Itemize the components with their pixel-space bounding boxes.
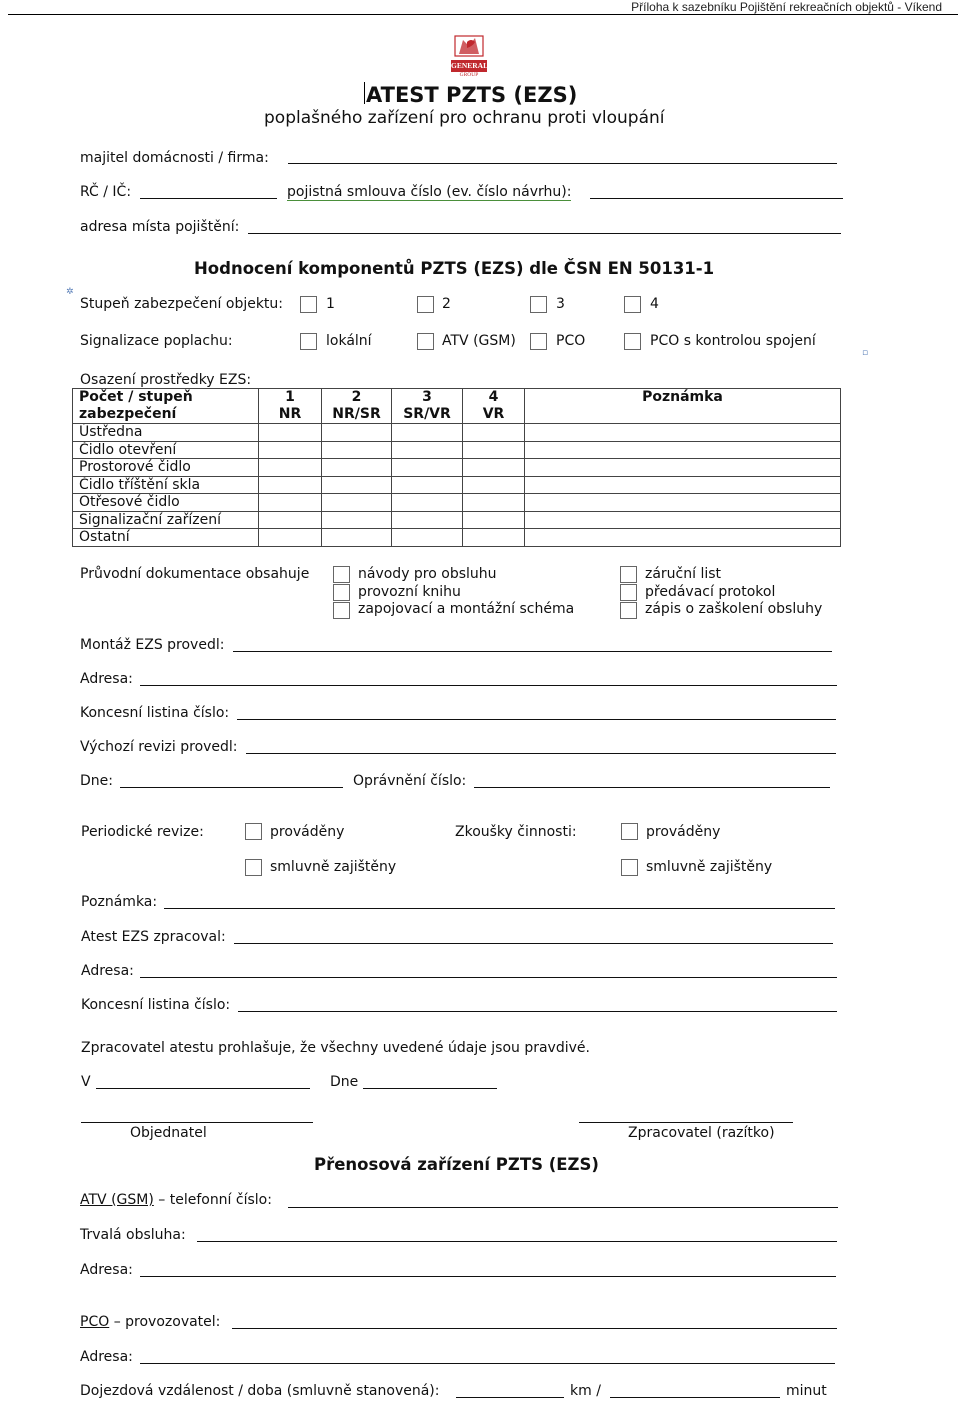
processed-by-label: Atest EZS zpracoval:: [81, 929, 226, 945]
note-field[interactable]: [164, 908, 835, 909]
table-row: [73, 441, 841, 459]
alarm-atv-checkbox[interactable]: [417, 333, 434, 350]
table-cell[interactable]: [392, 529, 463, 547]
sign-date-field[interactable]: [363, 1088, 497, 1089]
revision-field[interactable]: [246, 753, 836, 754]
install-by-label: Montáž EZS provedl:: [80, 637, 225, 653]
row-label: Signalizační zařízení: [73, 511, 259, 529]
table-cell[interactable]: [259, 459, 322, 477]
header-note: Poznámka: [525, 389, 841, 424]
table-cell[interactable]: [463, 424, 525, 442]
alarm-pco-control-label: PCO s kontrolou spojení: [650, 333, 816, 349]
security-level-2-label: 2: [442, 296, 451, 312]
table-cell[interactable]: [463, 494, 525, 512]
install-address-label: Adresa:: [80, 671, 133, 687]
table-cell[interactable]: [525, 494, 841, 512]
table-cell[interactable]: [259, 511, 322, 529]
table-cell[interactable]: [259, 529, 322, 547]
security-level-4-label: 4: [650, 296, 659, 312]
header-count-level: Počet / stupeň zabezpečení: [73, 389, 259, 424]
table-cell[interactable]: [322, 441, 392, 459]
declaration-text: Zpracovatel atestu prohlašuje, že všechny uvedené údaje jsou pravdivé.: [81, 1040, 590, 1056]
policy-label-text: pojistná smlouva číslo (ev. číslo návrhu):: [287, 184, 572, 200]
table-cell[interactable]: [463, 511, 525, 529]
table-row: [73, 424, 841, 442]
header-level-1: 1 NR: [259, 389, 322, 424]
periodic-contract-label: smluvně zajištěny: [270, 859, 397, 875]
service-label: Trvalá obsluha:: [80, 1227, 186, 1243]
processor-signature-label: Zpracovatel (razítko): [628, 1125, 775, 1141]
policy-label: [287, 184, 571, 200]
components-table: [72, 388, 841, 547]
atv-label: [80, 1192, 272, 1208]
install-by-field[interactable]: [233, 651, 832, 652]
header-level-3: 3 SR/VR: [392, 389, 463, 424]
security-level-3-label: 3: [556, 296, 565, 312]
minutes-label: minut: [786, 1383, 827, 1399]
page-subtitle: poplašného zařízení pro ochranu proti vloupání: [264, 108, 665, 128]
table-cell[interactable]: [525, 441, 841, 459]
header-rule: [8, 14, 958, 15]
docs-wiring-checkbox[interactable]: [333, 602, 350, 619]
row-label: Čidlo tříštění skla: [73, 476, 259, 494]
docs-logbook-label: provozní knihu: [358, 584, 461, 600]
table-cell[interactable]: [322, 459, 392, 477]
pco-label: [80, 1314, 220, 1330]
table-cell[interactable]: [525, 476, 841, 494]
rc-label: RČ / IČ:: [80, 184, 132, 200]
pco-operator-field[interactable]: [232, 1328, 837, 1329]
docs-manuals-label: návody pro obsluhu: [358, 566, 497, 582]
auth-field[interactable]: [474, 787, 830, 788]
atv-abbr: ATV (GSM): [80, 1192, 154, 1208]
install-license-label: Koncesní listina číslo:: [80, 705, 230, 721]
table-cell[interactable]: [322, 494, 392, 512]
logo-text: GENERALI: [451, 61, 492, 70]
note-label: Poznámka:: [81, 894, 158, 910]
table-cell[interactable]: [392, 476, 463, 494]
table-cell[interactable]: [259, 441, 322, 459]
alarm-pco-checkbox[interactable]: [530, 333, 547, 350]
table-cell[interactable]: [463, 441, 525, 459]
table-cell[interactable]: [259, 424, 322, 442]
alarm-signal-label: Signalizace poplachu:: [80, 333, 233, 349]
docs-training-label: zápis o zaškolení obsluhy: [645, 601, 823, 617]
table-cell[interactable]: [259, 494, 322, 512]
row-label: Otřesové čidlo: [73, 494, 259, 512]
table-cell[interactable]: [259, 476, 322, 494]
tests-contract-checkbox[interactable]: [621, 859, 638, 876]
marker-icon: ▫: [862, 348, 869, 358]
tests-done-checkbox[interactable]: [621, 823, 638, 840]
table-cell[interactable]: [322, 424, 392, 442]
processor-signature-line[interactable]: [579, 1122, 793, 1123]
address-label: adresa místa pojištění:: [80, 219, 240, 235]
table-cell[interactable]: [392, 441, 463, 459]
periodic-label: Periodické revize:: [81, 824, 204, 840]
policy-field[interactable]: [590, 198, 843, 199]
pco-address-label: Adresa:: [80, 1349, 133, 1365]
customer-signature-label: Objednatel: [130, 1125, 207, 1141]
docs-handover-checkbox[interactable]: [620, 584, 637, 601]
processed-license-label: Koncesní listina číslo:: [81, 997, 231, 1013]
text-cursor: [364, 82, 365, 104]
table-cell[interactable]: [525, 424, 841, 442]
docs-wiring-label: zapojovací a montážní schéma: [358, 601, 575, 617]
security-level-label: Stupeň zabezpečení objektu:: [80, 296, 284, 312]
row-label: Ostatní: [73, 529, 259, 547]
table-cell[interactable]: [322, 529, 392, 547]
docs-label: Průvodní dokumentace obsahuje: [80, 566, 310, 582]
table-cell[interactable]: [525, 529, 841, 547]
table-cell[interactable]: [525, 459, 841, 477]
docs-logbook-checkbox[interactable]: [333, 584, 350, 601]
alarm-atv-label: ATV (GSM): [442, 333, 516, 349]
alarm-local-checkbox[interactable]: [300, 333, 317, 350]
place-field[interactable]: [96, 1088, 310, 1089]
alarm-pco-control-checkbox[interactable]: [624, 333, 641, 350]
security-level-2-checkbox[interactable]: [417, 296, 434, 313]
install-address-field[interactable]: [140, 685, 837, 686]
table-cell[interactable]: [322, 511, 392, 529]
address-field[interactable]: [248, 233, 841, 234]
distance-km-field[interactable]: [456, 1397, 564, 1398]
header-level-4: 4 VR: [463, 389, 525, 424]
alarm-pco-label: PCO: [556, 333, 586, 349]
distance-label: Dojezdová vzdálenost / doba (smluvně stanovená):: [80, 1383, 440, 1399]
customer-signature-line[interactable]: [81, 1122, 313, 1123]
security-level-1-checkbox[interactable]: [300, 296, 317, 313]
owner-label: majitel domácnosti / firma:: [80, 150, 269, 166]
revision-label: Výchozí revizi provedl:: [80, 739, 238, 755]
transfer-address-field[interactable]: [140, 1276, 836, 1277]
processed-address-label: Adresa:: [81, 963, 134, 979]
table-row: [73, 476, 841, 494]
docs-warranty-label: záruční list: [645, 566, 722, 582]
periodic-contract-checkbox[interactable]: [245, 859, 262, 876]
table-row: [73, 511, 841, 529]
install-date-label: Dne:: [80, 773, 113, 789]
install-license-field[interactable]: [237, 719, 836, 720]
page-header: Příloha k sazebníku Pojištění rekreačních objektů - Víkend: [631, 0, 942, 14]
table-row: [73, 459, 841, 477]
security-level-4-checkbox[interactable]: [624, 296, 641, 313]
transfer-address-label: Adresa:: [80, 1262, 133, 1278]
docs-training-checkbox[interactable]: [620, 602, 637, 619]
table-cell[interactable]: [392, 494, 463, 512]
sign-date-label: Dne: [330, 1074, 359, 1090]
rc-field[interactable]: [140, 198, 277, 199]
processed-by-field[interactable]: [234, 943, 833, 944]
pco-abbr: PCO: [80, 1314, 110, 1330]
pco-address-field[interactable]: [140, 1363, 835, 1364]
km-label: km /: [570, 1383, 601, 1399]
table-cell[interactable]: [463, 459, 525, 477]
tests-label: Zkoušky činnosti:: [455, 824, 577, 840]
row-label: Ústředna: [73, 424, 259, 442]
table-cell[interactable]: [392, 459, 463, 477]
pco-rest: – provozovatel:: [109, 1314, 221, 1330]
page-title: ATEST PZTS (EZS): [366, 83, 578, 107]
docs-handover-label: předávací protokol: [645, 584, 776, 600]
service-field[interactable]: [197, 1241, 837, 1242]
install-date-field[interactable]: [120, 787, 343, 788]
table-row: [73, 529, 841, 547]
table-cell[interactable]: [392, 424, 463, 442]
security-level-1-label: 1: [326, 296, 335, 312]
atv-phone-field[interactable]: [288, 1207, 838, 1208]
table-cell[interactable]: [463, 529, 525, 547]
docs-manuals-checkbox[interactable]: [333, 566, 350, 583]
row-label: Čidlo otevření: [73, 441, 259, 459]
table-cell[interactable]: [392, 511, 463, 529]
table-cell[interactable]: [525, 511, 841, 529]
owner-field[interactable]: [288, 163, 837, 164]
table-cell[interactable]: [322, 476, 392, 494]
header-level-2: 2 NR/SR: [322, 389, 392, 424]
atv-rest: – telefonní číslo:: [153, 1192, 272, 1208]
generali-logo: [447, 34, 491, 82]
table-row: [73, 494, 841, 512]
logo-subtext: GROUP: [459, 72, 479, 78]
components-title: Hodnocení komponentů PZTS (EZS) dle ČSN EN 50131-1: [194, 259, 715, 278]
tests-done-label: prováděny: [646, 824, 721, 840]
processed-license-field[interactable]: [238, 1011, 837, 1012]
place-label: V: [81, 1074, 91, 1090]
security-level-3-checkbox[interactable]: [530, 296, 547, 313]
auth-label: Oprávnění číslo:: [353, 773, 467, 789]
tests-contract-label: smluvně zajištěny: [646, 859, 773, 875]
table-cell[interactable]: [463, 476, 525, 494]
transfer-title: Přenosová zařízení PZTS (EZS): [314, 1155, 599, 1174]
table-header-row: [73, 389, 841, 424]
docs-warranty-checkbox[interactable]: [620, 566, 637, 583]
alarm-local-label: lokální: [326, 333, 372, 349]
periodic-done-checkbox[interactable]: [245, 823, 262, 840]
distance-minutes-field[interactable]: [610, 1397, 780, 1398]
equipment-label: Osazení prostředky EZS:: [80, 372, 252, 388]
anchor-icon: ✲: [66, 287, 74, 297]
row-label: Prostorové čidlo: [73, 459, 259, 477]
processed-address-field[interactable]: [140, 977, 837, 978]
periodic-done-label: prováděny: [270, 824, 345, 840]
